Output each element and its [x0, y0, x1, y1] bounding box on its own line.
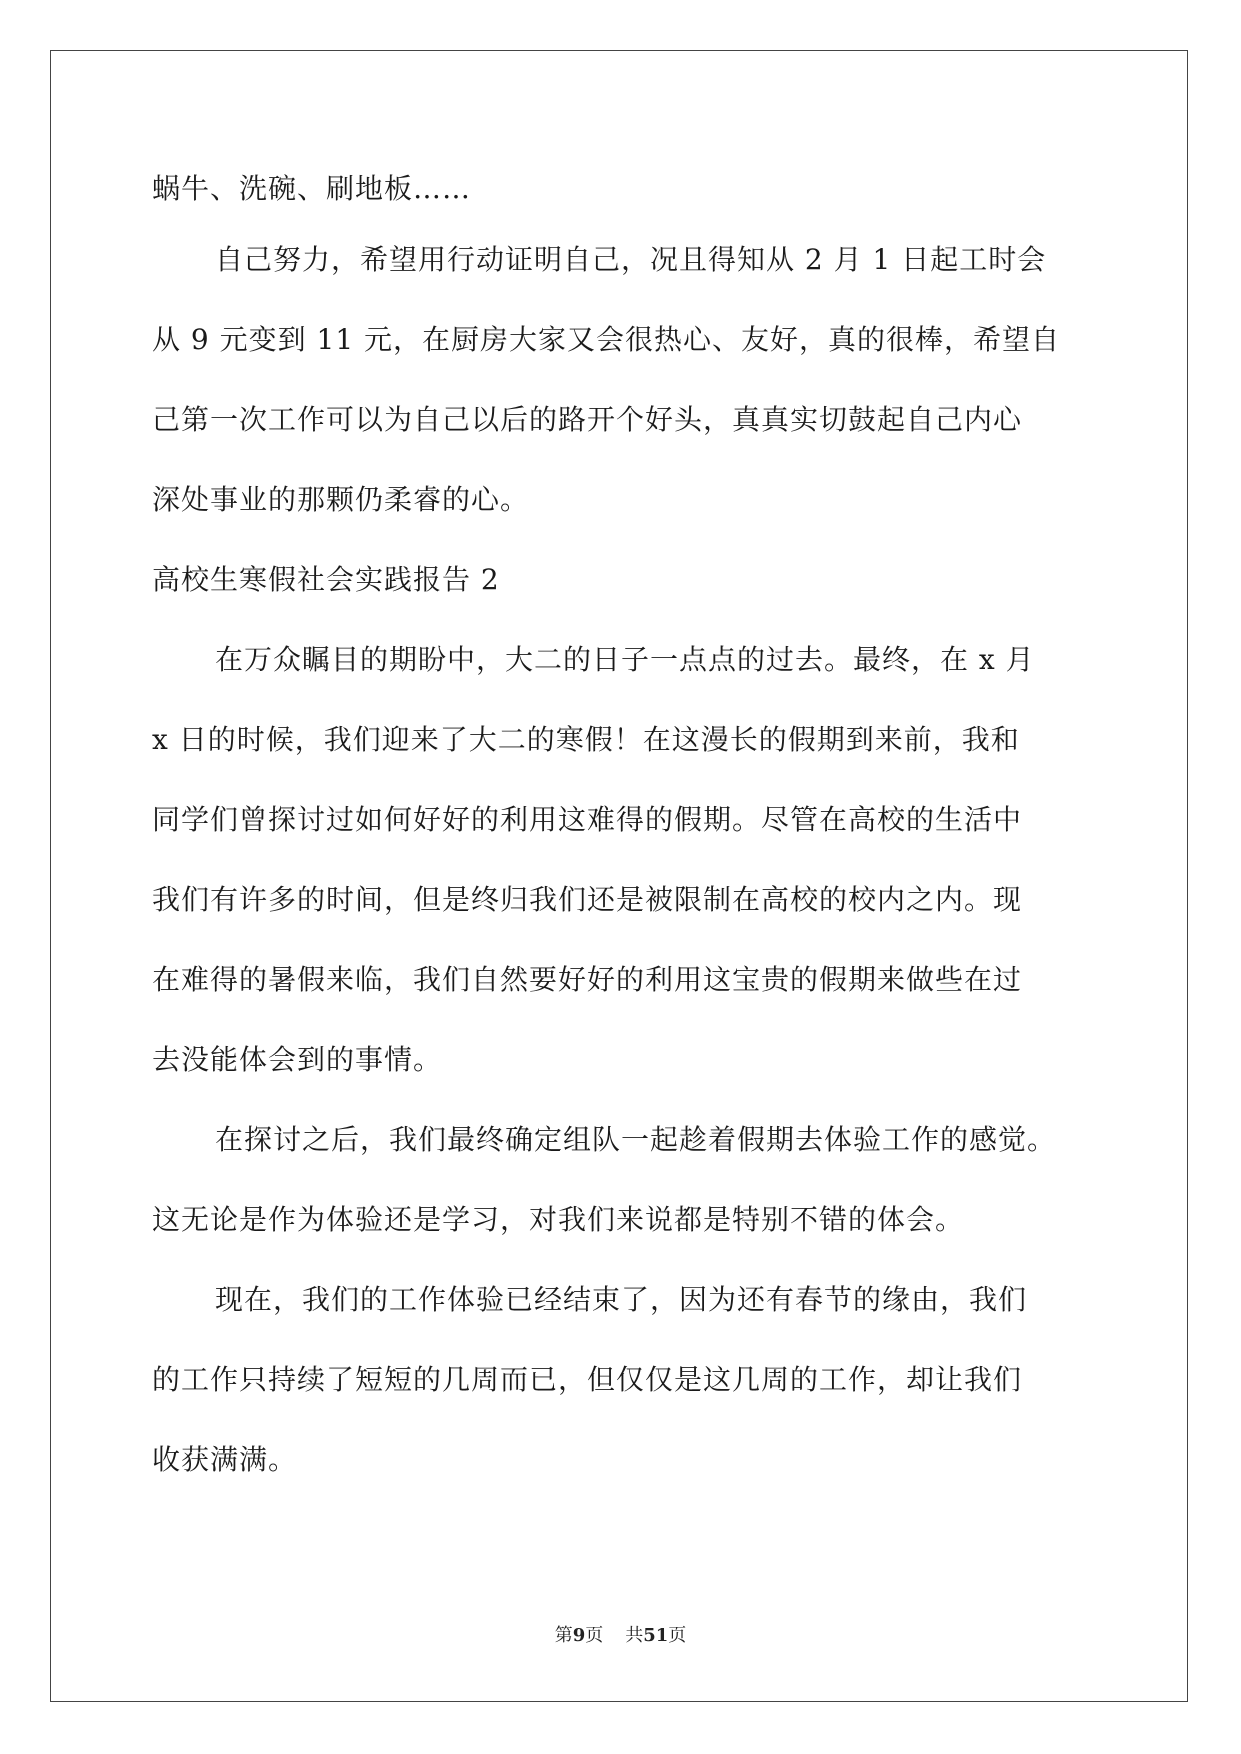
text-line: 的工作只持续了短短的几周而已，但仅仅是这几周的工作，却让我们: [152, 1363, 1023, 1396]
page-prefix: 第: [554, 1625, 573, 1646]
text-line: 收获满满。: [152, 1443, 298, 1476]
text-line: 在万众瞩目的期盼中，大二的日子一点点的过去。最终，在 x 月: [215, 643, 1035, 676]
page-footer: [0, 1621, 1241, 1647]
total-suffix: 页: [668, 1625, 687, 1646]
text-line: 从 9 元变到 11 元，在厨房大家又会很热心、友好，真的很棒，希望自: [152, 323, 1061, 356]
document-body: [152, 158, 1092, 1500]
text-line: 我们有许多的时间，但是终归我们还是被限制在高校的校内之内。现: [152, 883, 1023, 916]
section-heading: 高校生寒假社会实践报告 2: [152, 563, 500, 596]
text-line: 自己努力，希望用行动证明自己，况且得知从 2 月 1 日起工时会: [215, 243, 1047, 276]
total-prefix: 共: [625, 1625, 644, 1646]
text-line: 在难得的暑假来临，我们自然要好好的利用这宝贵的假期来做些在过: [152, 963, 1023, 996]
text-line: 蜗牛、洗碗、刷地板……: [152, 172, 472, 205]
text-line: x 日的时候，我们迎来了大二的寒假！在这漫长的假期到来前，我和: [152, 723, 1020, 756]
text-line: 同学们曾探讨过如何好好的利用这难得的假期。尽管在高校的生活中: [152, 803, 1023, 836]
text-line: 现在，我们的工作体验已经结束了，因为还有春节的缘由，我们: [215, 1283, 1028, 1316]
text-line: 己第一次工作可以为自己以后的路开个好头，真真实切鼓起自己内心: [152, 403, 1023, 436]
text-line: 这无论是作为体验还是学习，对我们来说都是特别不错的体会。: [152, 1203, 965, 1236]
text-line: 深处事业的那颗仍柔睿的心。: [152, 483, 530, 516]
total-pages: 51: [643, 1625, 669, 1646]
text-line: 在探讨之后，我们最终确定组队一起趁着假期去体验工作的感觉。: [215, 1123, 1057, 1156]
page-number: 9: [572, 1625, 586, 1646]
page-suffix: 页: [585, 1625, 604, 1646]
text-line: 去没能体会到的事情。: [152, 1043, 443, 1076]
